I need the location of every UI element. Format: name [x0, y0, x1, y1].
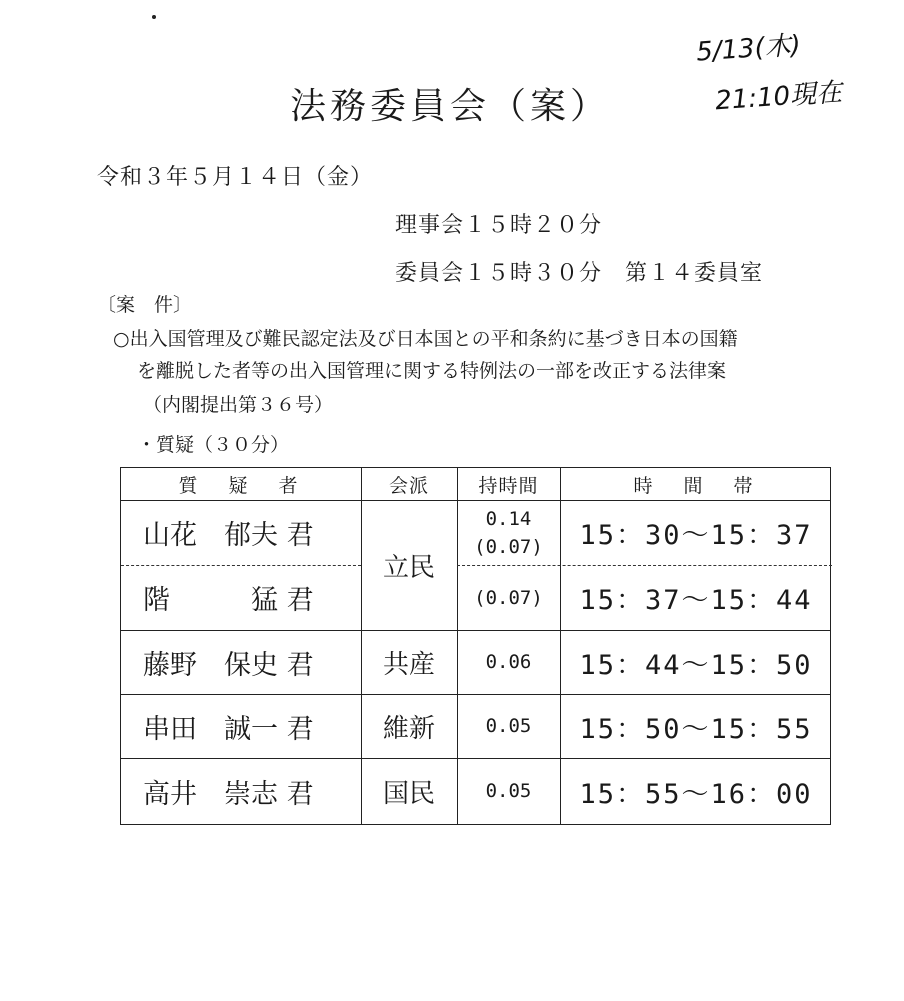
header-time-slot: 時 間 帯	[633, 474, 759, 497]
party-name: 維新	[382, 713, 435, 744]
board-meeting-time: 理事会１５時２０分	[395, 213, 603, 238]
time-allotted: 0.06	[485, 651, 532, 673]
question-heading: ・質疑（３０分）	[137, 434, 290, 456]
meeting-date: 令和３年５月１４日（金）	[97, 165, 374, 190]
time-allotted-sub: (0.07)	[474, 586, 543, 609]
handwritten-date: 5/13(木)	[695, 30, 802, 68]
time-allotted: 0.05	[485, 780, 532, 802]
bill-title-line-2: を離脱した者等の出入国管理に関する特例法の一部を改正する法律案	[137, 360, 727, 382]
page-title: 法務委員会（案）	[290, 86, 611, 127]
bill-title-line-1: ○出入国管理及び難民認定法及び日本国との平和条約に基づき日本の国籍	[113, 328, 738, 350]
header-questioner: 質 疑 者	[178, 474, 304, 497]
questioner-name: 高井 崇志 君	[143, 778, 314, 810]
agenda-heading: 〔案 件〕	[97, 294, 193, 316]
questioner-name: 山花 郁夫 君	[143, 520, 314, 551]
time-slot: 15：44～15：50	[579, 649, 813, 681]
party-name: 国民	[382, 778, 435, 809]
questioner-name: 藤野 保史 君	[143, 649, 314, 681]
time-allotted-cell	[457, 500, 560, 565]
time-allotted: 0.14	[485, 507, 532, 530]
time-allotted: 0.05	[485, 715, 532, 737]
party-name: 立民	[382, 552, 435, 583]
handwritten-time: 21:10現在	[714, 77, 844, 117]
time-slot: 15：30～15：37	[579, 520, 813, 551]
committee-meeting-time: 委員会１５時３０分 第１４委員室	[395, 261, 764, 286]
question-schedule-table	[120, 467, 831, 825]
header-time-allotted: 持時間	[478, 474, 539, 497]
time-slot: 15：37～15：44	[579, 585, 813, 616]
time-slot: 15：55～16：00	[579, 778, 813, 810]
questioner-name: 串田 誠一 君	[143, 713, 314, 745]
speck	[152, 15, 156, 19]
time-allotted-sub: (0.07)	[474, 535, 543, 558]
time-slot: 15：50～15：55	[579, 713, 813, 745]
bill-submission-note: （内閣提出第３６号）	[143, 394, 334, 416]
party-name: 共産	[382, 649, 435, 680]
questioner-name: 階 猛 君	[143, 585, 314, 616]
header-party: 会派	[388, 474, 429, 497]
